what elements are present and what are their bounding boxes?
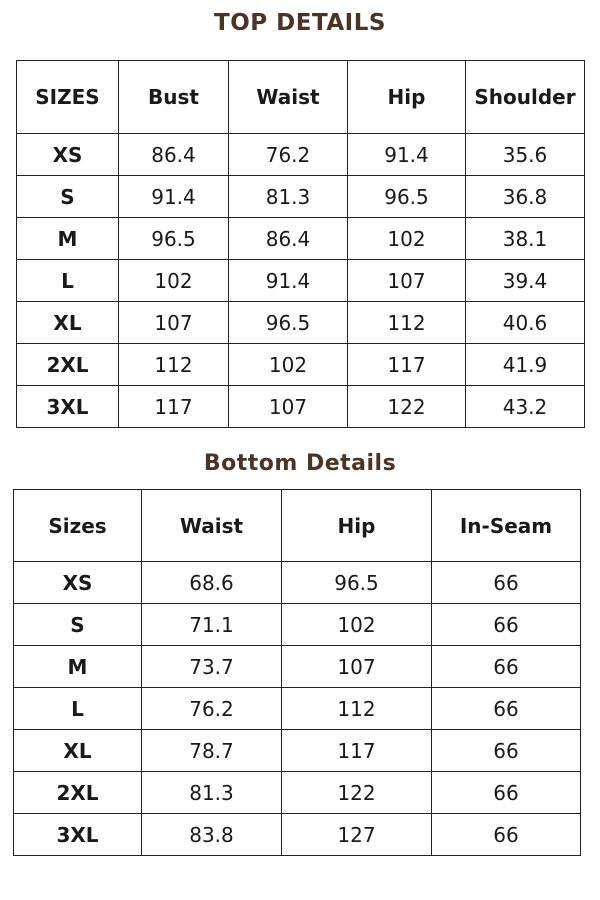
table-row: [17, 134, 585, 176]
size-cell: M: [17, 218, 119, 260]
size-cell: S: [17, 176, 119, 218]
table-row: [17, 176, 585, 218]
table-cell: 107: [282, 646, 432, 688]
table-row: [14, 562, 581, 604]
column-header-waist: Waist: [142, 490, 282, 562]
size-cell: 2XL: [14, 772, 142, 814]
table-header-row: [14, 490, 581, 562]
table-cell: 96.5: [348, 176, 466, 218]
size-cell: S: [14, 604, 142, 646]
top-details-title: TOP DETAILS: [214, 10, 386, 36]
table-cell: 91.4: [119, 176, 229, 218]
table-cell: 66: [432, 562, 581, 604]
column-header-bust: Bust: [119, 61, 229, 134]
table-cell: 71.1: [142, 604, 282, 646]
size-cell: 2XL: [17, 344, 119, 386]
table-cell: 43.2: [466, 386, 585, 428]
column-header-hip: Hip: [282, 490, 432, 562]
table-cell: 96.5: [282, 562, 432, 604]
table-cell: 41.9: [466, 344, 585, 386]
bottom-size-table: [13, 489, 581, 856]
table-cell: 39.4: [466, 260, 585, 302]
table-cell: 102: [119, 260, 229, 302]
table-cell: 127: [282, 814, 432, 856]
table-cell: 117: [348, 344, 466, 386]
table-cell: 66: [432, 814, 581, 856]
table-cell: 35.6: [466, 134, 585, 176]
table-cell: 38.1: [466, 218, 585, 260]
table-cell: 117: [282, 730, 432, 772]
table-cell: 36.8: [466, 176, 585, 218]
table-cell: 107: [119, 302, 229, 344]
table-cell: 78.7: [142, 730, 282, 772]
column-header-in-seam: In-Seam: [432, 490, 581, 562]
table-cell: 40.6: [466, 302, 585, 344]
size-cell: XS: [14, 562, 142, 604]
table-row: [14, 604, 581, 646]
table-row: [17, 344, 585, 386]
table-row: [14, 688, 581, 730]
table-cell: 86.4: [229, 218, 348, 260]
column-header-sizes: SIZES: [17, 61, 119, 134]
table-cell: 66: [432, 688, 581, 730]
bottom-details-title: Bottom Details: [203, 451, 397, 476]
column-header-waist: Waist: [229, 61, 348, 134]
table-row: [14, 730, 581, 772]
table-cell: 122: [282, 772, 432, 814]
table-cell: 73.7: [142, 646, 282, 688]
table-cell: 96.5: [119, 218, 229, 260]
table-row: [14, 814, 581, 856]
table-cell: 107: [348, 260, 466, 302]
size-cell: XS: [17, 134, 119, 176]
table-cell: 91.4: [348, 134, 466, 176]
table-row: [17, 218, 585, 260]
table-cell: 107: [229, 386, 348, 428]
table-cell: 81.3: [229, 176, 348, 218]
table-cell: 102: [348, 218, 466, 260]
size-cell: XL: [14, 730, 142, 772]
table-row: [14, 646, 581, 688]
column-header-shoulder: Shoulder: [466, 61, 585, 134]
table-cell: 83.8: [142, 814, 282, 856]
table-cell: 112: [282, 688, 432, 730]
column-header-sizes: Sizes: [14, 490, 142, 562]
top-size-table: [16, 60, 585, 428]
table-cell: 112: [348, 302, 466, 344]
table-cell: 66: [432, 604, 581, 646]
table-cell: 91.4: [229, 260, 348, 302]
table-header-row: [17, 61, 585, 134]
table-cell: 117: [119, 386, 229, 428]
table-row: [14, 772, 581, 814]
table-cell: 81.3: [142, 772, 282, 814]
table-cell: 122: [348, 386, 466, 428]
column-header-hip: Hip: [348, 61, 466, 134]
table-cell: 96.5: [229, 302, 348, 344]
table-row: [17, 302, 585, 344]
table-row: [17, 260, 585, 302]
size-cell: L: [17, 260, 119, 302]
size-cell: 3XL: [17, 386, 119, 428]
table-cell: 86.4: [119, 134, 229, 176]
table-cell: 76.2: [229, 134, 348, 176]
table-cell: 112: [119, 344, 229, 386]
table-cell: 66: [432, 772, 581, 814]
table-cell: 102: [229, 344, 348, 386]
size-cell: 3XL: [14, 814, 142, 856]
table-cell: 76.2: [142, 688, 282, 730]
table-cell: 68.6: [142, 562, 282, 604]
size-cell: M: [14, 646, 142, 688]
table-row: [17, 386, 585, 428]
table-cell: 102: [282, 604, 432, 646]
table-cell: 66: [432, 730, 581, 772]
size-cell: XL: [17, 302, 119, 344]
size-cell: L: [14, 688, 142, 730]
table-cell: 66: [432, 646, 581, 688]
